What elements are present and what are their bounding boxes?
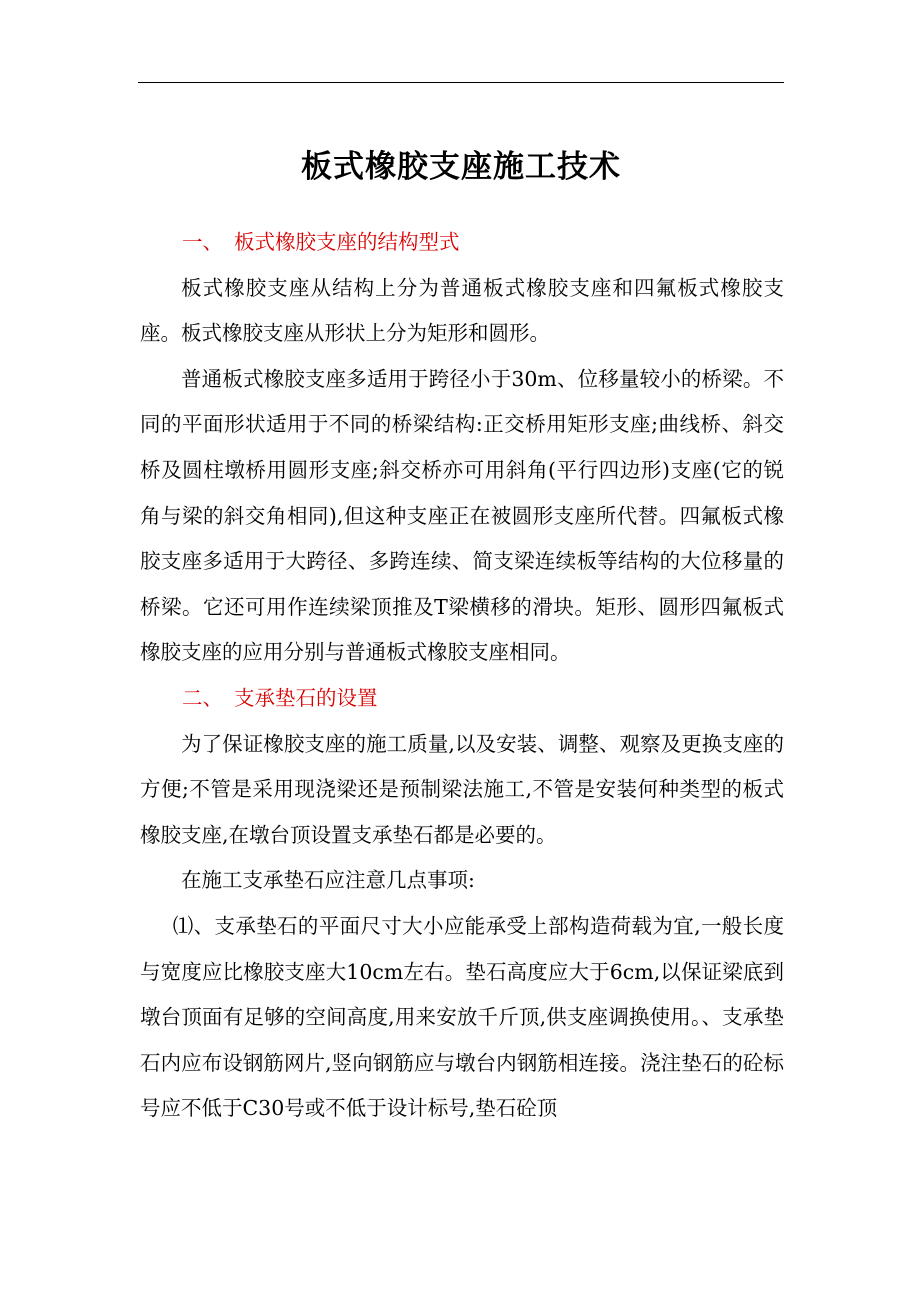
section-heading-2 — [140, 676, 784, 722]
section-heading-text-2: 支承垫石的设置 — [234, 685, 378, 710]
paragraph: 在施工支承垫石应注意几点事项: — [181, 868, 475, 893]
section-heading-1 — [140, 220, 784, 266]
section-number-1: 一、 — [182, 230, 223, 254]
document-body — [140, 220, 784, 1132]
document-title: 板式橡胶支座施工技术 — [301, 149, 621, 185]
header-rule — [138, 82, 784, 83]
paragraph: 板式橡胶支座从结构上分为普通板式橡胶支座和四氟板式橡胶支座。板式橡胶支座从形状上分为矩形和圆形。 — [140, 275, 784, 346]
section-number-2: 二、 — [182, 685, 223, 710]
list-item: ⑴、支承垫石的平面尺寸大小应能承受上部构造荷载为宜,一般长度与宽度应比橡胶支座大10cm左右。垫石高度应大于6cm,以保证梁底到墩台顶面有足够的空间高度,用来安放千斤顶,供支座调换使用。、支承垫石内应布设钢筋网片,竖向钢筋应与墩台内钢筋相连接。浇注垫石的砼标号应不低于C30号或不低于设计标号,垫石砼顶 — [140, 913, 784, 1121]
section-heading-text-1: 板式橡胶支座的结构型式 — [234, 230, 460, 254]
paragraph: 为了保证橡胶支座的施工质量,以及安装、调整、观察及更换支座的方便;不管是采用现浇梁还是预制梁法施工,不管是安装何种类型的板式橡胶支座,在墩台顶设置支承垫石都是必要的。 — [140, 731, 784, 847]
paragraph: 普通板式橡胶支座多适用于跨径小于30m、位移量较小的桥梁。不同的平面形状适用于不同的桥梁结构:正交桥用矩形支座;曲线桥、斜交桥及圆柱墩桥用圆形支座;斜交桥亦可用斜角(平行四边形)支座(它的锐角与梁的斜交角相同),但这种支座正在被圆形支座所代替。四氟板式橡胶支座多适用于大跨径、多跨连续、简支梁连续板等结构的大位移量的桥梁。它还可用作连续梁顶推及T梁横移的滑块。矩形、圆形四氟板式橡胶支座的应用分别与普通板式橡胶支座相同。 — [140, 366, 784, 665]
